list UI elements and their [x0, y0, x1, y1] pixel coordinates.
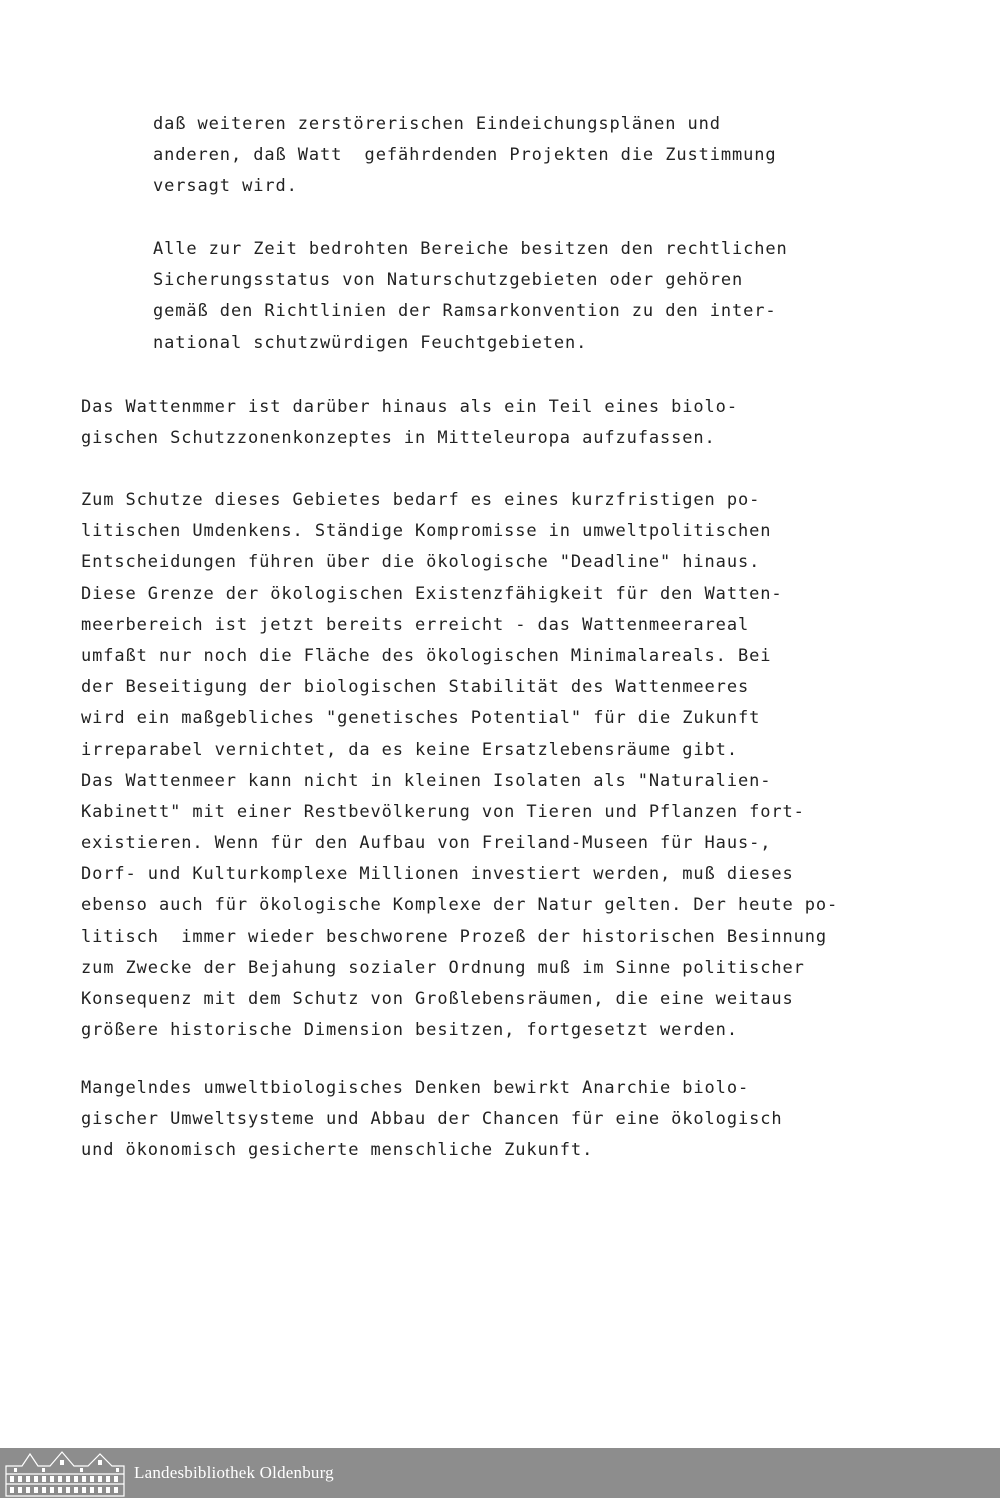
- library-footer-bar: [0, 1448, 1000, 1498]
- text-line: Mangelndes umweltbiologisches Denken bewirkt Anarchie biolo-: [81, 1078, 750, 1098]
- text-line: litischen Umdenkens. Ständige Kompromisse in umweltpolitischen: [81, 521, 772, 542]
- text-line: meerbereich ist jetzt bereits erreicht - das Wattenmeerareal: [81, 614, 750, 635]
- text-line: Alle zur Zeit bedrohten Bereiche besitzen den rechtlichen: [153, 239, 788, 259]
- text-line: zum Zwecke der Bejahung sozialer Ordnung muß im Sinne politischer: [81, 957, 805, 978]
- text-line: größere historische Dimension besitzen, fortgesetzt werden.: [81, 1020, 738, 1041]
- text-line: litisch immer wieder beschworene Prozeß der historischen Besinnung: [81, 926, 828, 947]
- text-line: gischen Schutzzonenkonzeptes in Mitteleuropa aufzufassen.: [81, 428, 716, 449]
- text-line: Entscheidungen führen über die ökologische "Deadline" hinaus.: [81, 552, 761, 573]
- text-line: daß weiteren zerstörerischen Eindeichungsplänen und: [153, 114, 721, 134]
- library-building-icon: [4, 1448, 126, 1498]
- text-line: existieren. Wenn für den Aufbau von Freiland-Museen für Haus-,: [81, 833, 772, 854]
- text-line: national schutzwürdigen Feuchtgebieten.: [153, 332, 588, 353]
- paragraph-consent: [153, 109, 777, 203]
- text-line: irreparabel vernichtet, da es keine Ersatzlebensräume gibt.: [81, 739, 738, 760]
- library-name: Landesbibliothek Oldenburg: [134, 1463, 334, 1482]
- paragraph-protection-zones: [81, 392, 738, 454]
- text-line: Kabinett" mit einer Restbevölkerung von Tieren und Pflanzen fort-: [81, 801, 805, 822]
- text-line: umfaßt nur noch die Fläche des ökologischen Minimalareals. Bei: [81, 645, 772, 666]
- text-line: der Beseitigung der biologischen Stabilität des Wattenmeeres: [81, 677, 750, 698]
- text-line: wird ein maßgebliches "genetisches Potential" für die Zukunft: [81, 708, 761, 729]
- paragraph-protection-status: [153, 234, 788, 359]
- text-line: Konsequenz mit dem Schutz von Großlebensräumen, die eine weitaus: [81, 989, 794, 1009]
- paragraph-conclusion: [81, 1073, 783, 1167]
- text-line: gemäß den Richtlinien der Ramsarkonvention zu den inter-: [153, 301, 777, 322]
- text-line: Sicherungsstatus von Naturschutzgebieten oder gehören: [153, 270, 744, 291]
- paragraph-political-rethinking: [81, 485, 838, 1046]
- text-line: ebenso auch für ökologische Komplexe der Natur gelten. Der heute po-: [81, 895, 839, 916]
- text-line: und ökonomisch gesicherte menschliche Zukunft.: [81, 1140, 594, 1161]
- text-line: versagt wird.: [153, 176, 298, 197]
- text-line: anderen, daß Watt gefährdenden Projekten die Zustimmung: [153, 145, 777, 166]
- text-line: Zum Schutze dieses Gebietes bedarf es eines kurzfristigen po-: [81, 490, 761, 510]
- text-line: gischer Umweltsysteme und Abbau der Chancen für eine ökologisch: [81, 1109, 783, 1130]
- text-line: Diese Grenze der ökologischen Existenzfähigkeit für den Watten-: [81, 583, 783, 604]
- text-line: Das Wattenmmer ist darüber hinaus als ein Teil eines biolo-: [81, 397, 738, 417]
- text-line: Dorf- und Kulturkomplexe Millionen investiert werden, muß dieses: [81, 864, 794, 885]
- text-line: Das Wattenmeer kann nicht in kleinen Isolaten als "Naturalien-: [81, 770, 772, 791]
